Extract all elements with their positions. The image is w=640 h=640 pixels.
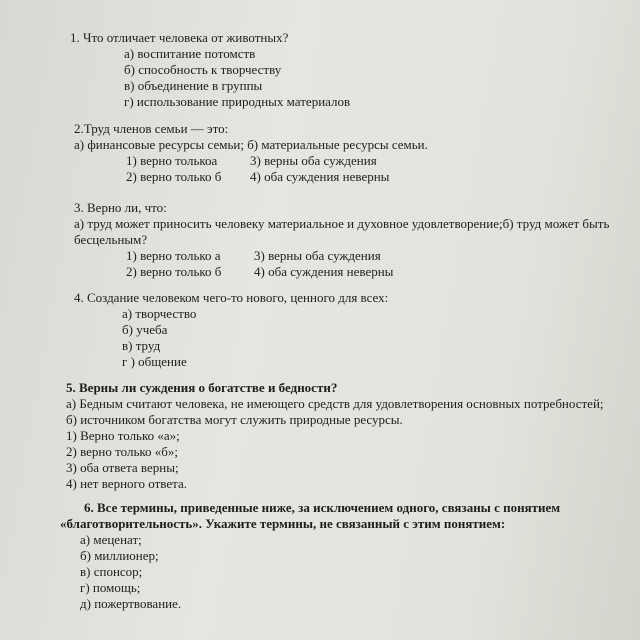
option-b: б) учеба: [122, 322, 168, 337]
option-a: а) творчество: [122, 306, 197, 321]
question-1-options: [124, 46, 350, 110]
answer-row: [126, 153, 428, 169]
answer-3: 3) оба ответа верны;: [66, 460, 179, 475]
question-1-title: 1. Что отличает человека от животных?: [70, 30, 289, 45]
question-1: [70, 30, 350, 110]
option-a: а) меценат;: [80, 532, 142, 547]
question-3-statement: а) труд может приносить человеку материальное и духовное удовлетворение;б) труд может быть: [74, 216, 610, 231]
answer-2: 2) верно только б: [126, 169, 222, 184]
question-6-title: 6. Все термины, приведенные ниже, за исключением одного, связаны с понятием: [84, 500, 561, 515]
answer-row: [126, 264, 609, 280]
option-e: д) пожертвование.: [80, 596, 182, 611]
answer-4: 4) оба суждения неверны: [254, 264, 394, 279]
question-5: [66, 380, 604, 492]
question-5-title: 5. Верны ли суждения о богатстве и бедности?: [66, 380, 338, 395]
answer-4: 4) нет верного ответа.: [66, 476, 187, 491]
option-a: а) воспитание потомств: [124, 46, 256, 61]
question-2-title: 2.Труд членов семьи — это:: [74, 121, 229, 136]
answer-1: 1) верно толькоа: [126, 153, 218, 168]
answer-1: 1) верно только а: [126, 248, 221, 263]
answer-4: 4) оба суждения неверны: [250, 169, 390, 184]
option-d: г) помощь;: [80, 580, 141, 595]
question-3-title: 3. Верно ли, что:: [74, 200, 167, 215]
option-d: г ) общение: [122, 354, 187, 369]
option-c: в) труд: [122, 338, 161, 353]
question-6: [60, 500, 560, 612]
question-2-answers: [126, 153, 428, 185]
answer-3: 3) верны оба суждения: [254, 248, 381, 263]
answer-1: 1) Верно только «а»;: [66, 428, 180, 443]
question-4-options: [122, 306, 388, 370]
question-2: [74, 121, 428, 185]
answer-3: 3) верны оба суждения: [250, 153, 377, 168]
question-4: [74, 290, 388, 370]
statement-b: б) источником богатства могут служить природные ресурсы.: [66, 412, 403, 427]
option-b: б) способность к творчеству: [124, 62, 282, 77]
question-6-options: [80, 532, 560, 612]
question-2-statement: а) финансовые ресурсы семьи; б) материальные ресурсы семьи.: [74, 137, 428, 152]
statement-a: а) Бедным считают человека, не имеющего средств для удовлетворения основных потребностей;: [66, 396, 604, 411]
question-4-title: 4. Создание человеком чего-то нового, ценного для всех:: [74, 290, 389, 305]
option-c: в) спонсор;: [80, 564, 143, 579]
question-6-title-cont: «благотворительность». Укажите термины, не связанный с этим понятием:: [60, 516, 506, 531]
question-3: [74, 200, 609, 280]
option-d: г) использование природных материалов: [124, 94, 351, 109]
answer-2: 2) верно только б: [126, 264, 222, 279]
answer-row: [126, 169, 428, 185]
answer-2: 2) верно только «б»;: [66, 444, 179, 459]
question-3-answers: [126, 248, 609, 280]
answer-row: [126, 248, 609, 264]
option-c: в) объединение в группы: [124, 78, 263, 93]
question-3-statement-cont: бесцельным?: [74, 232, 148, 247]
option-b: б) миллионер;: [80, 548, 159, 563]
